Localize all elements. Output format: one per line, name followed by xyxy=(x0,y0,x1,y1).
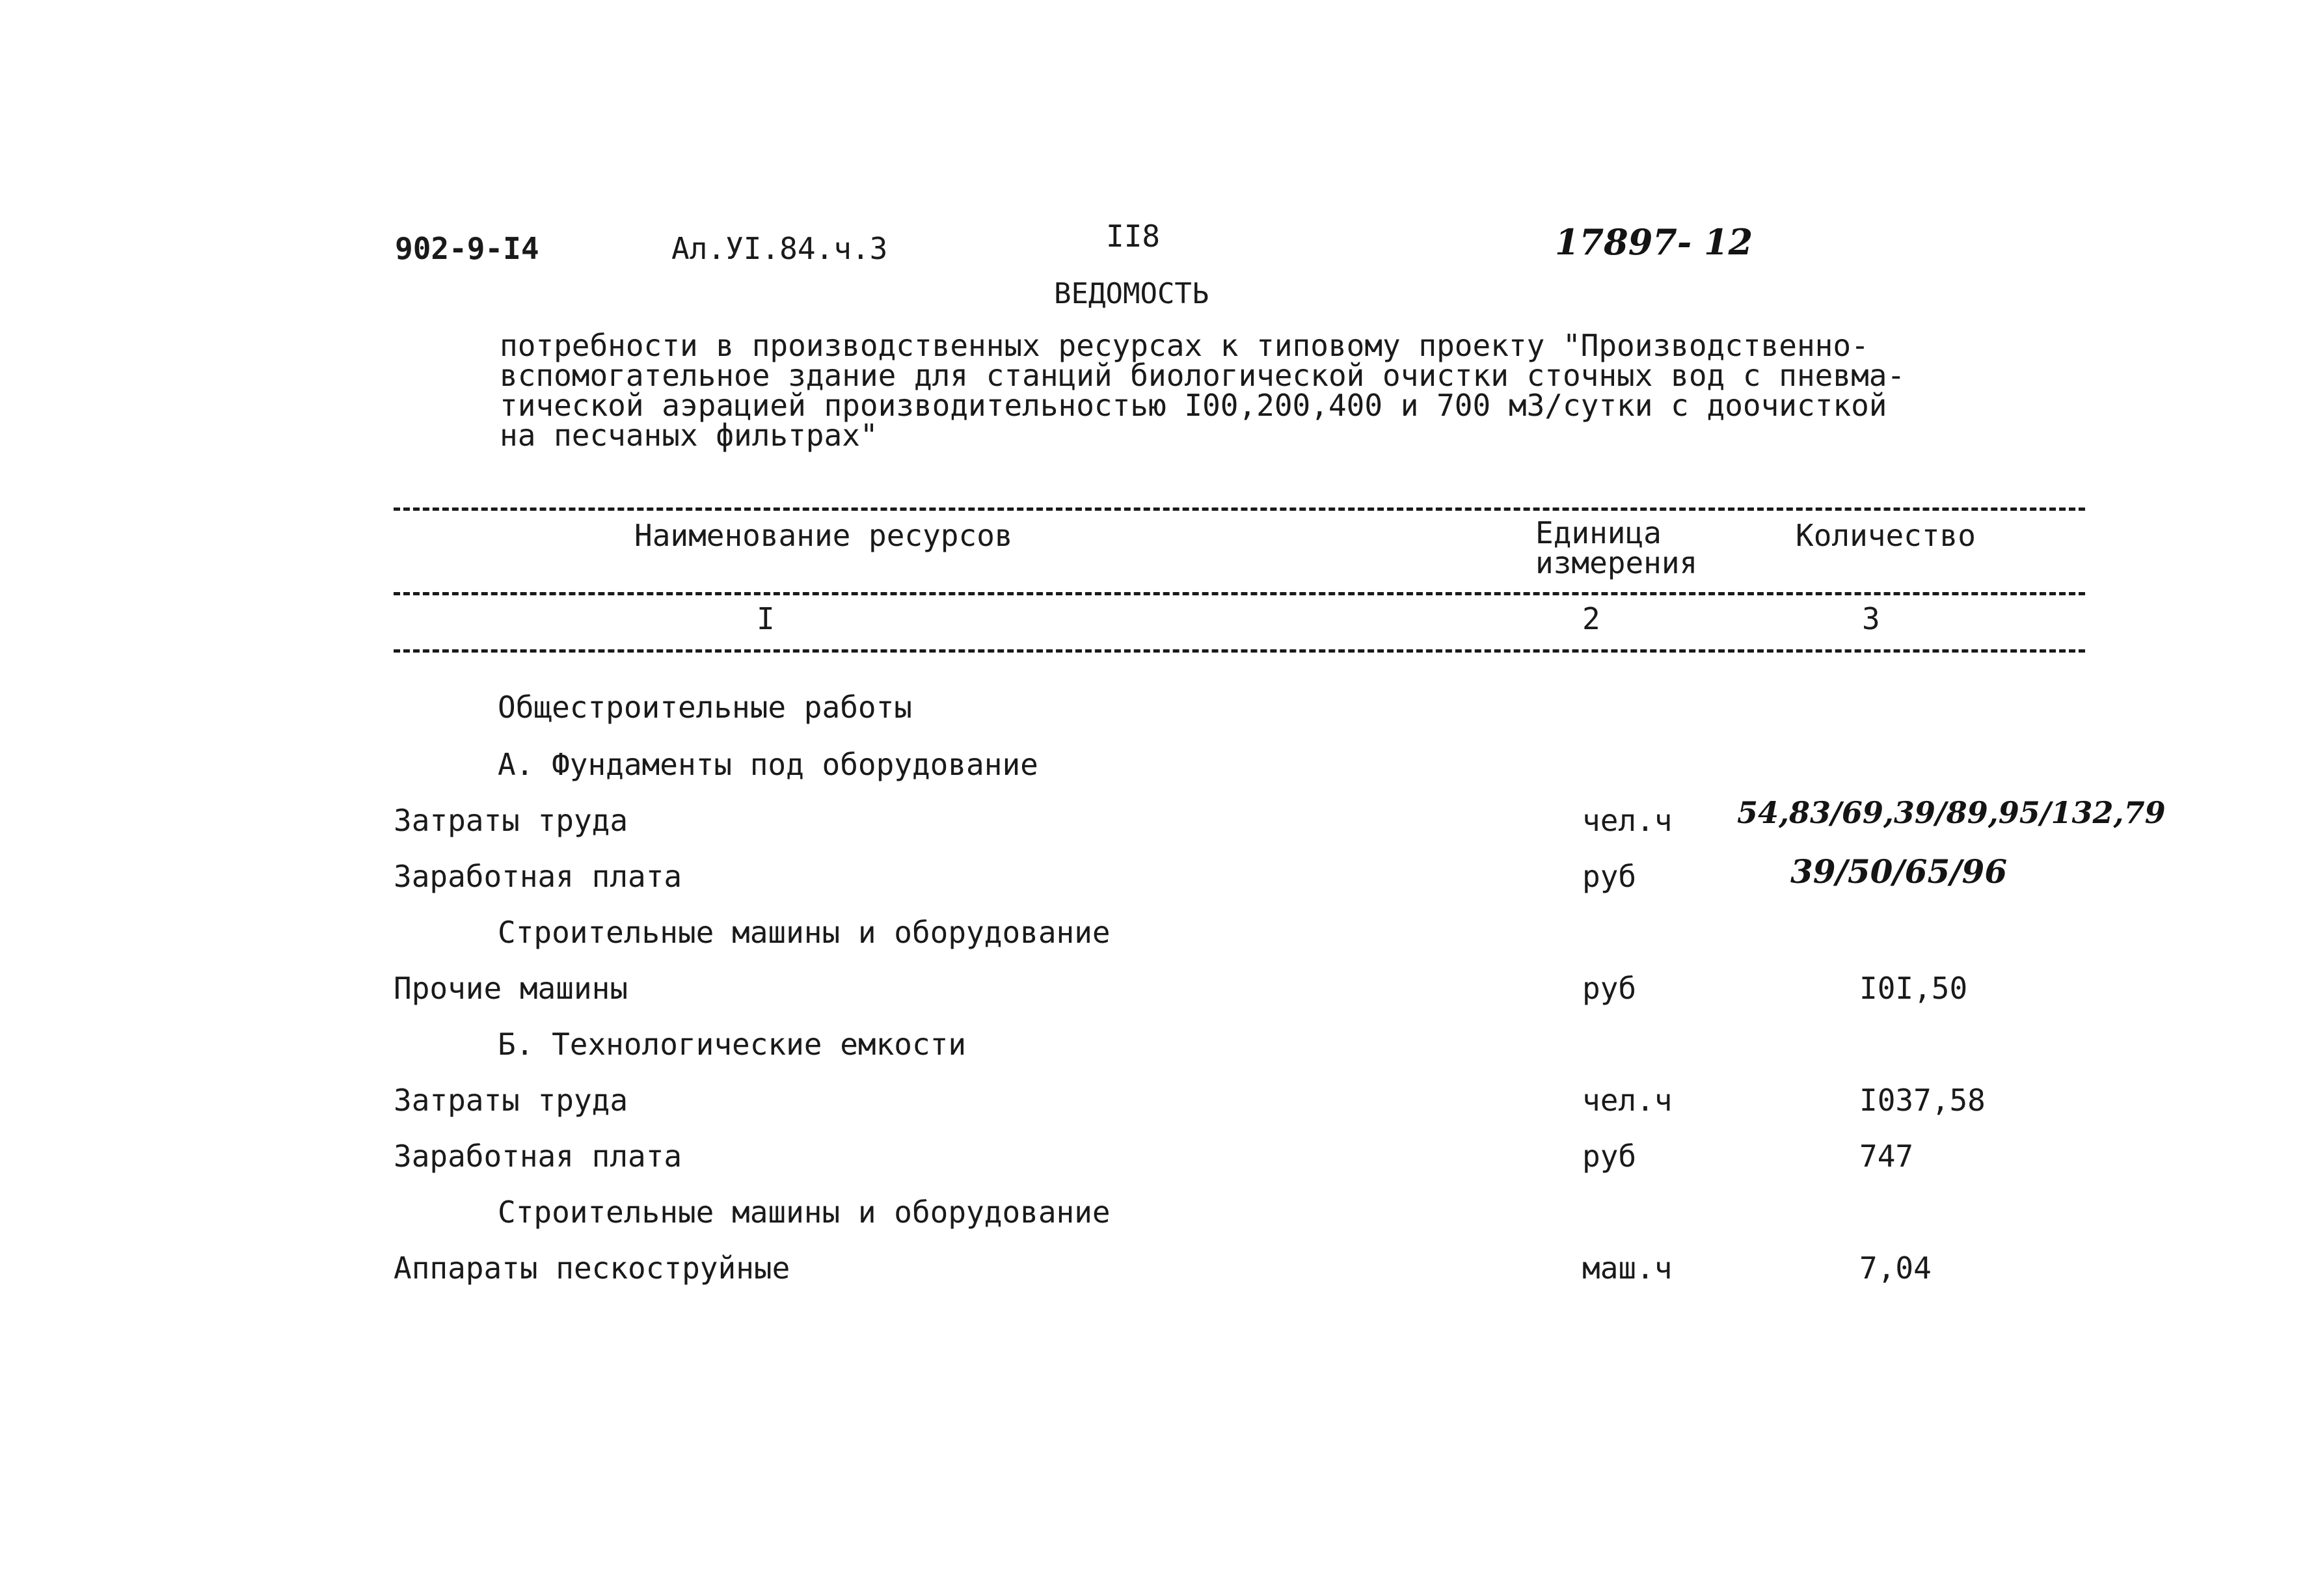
row-b-sandblast-unit: маш.ч xyxy=(1582,1251,1673,1286)
column-number-2: 2 xyxy=(1582,601,1600,636)
row-b-labor-unit: чел.ч xyxy=(1582,1083,1673,1118)
row-b-labor-value: I037,58 xyxy=(1859,1083,1986,1118)
section-a-title: А. Фундаменты под оборудование xyxy=(498,747,1038,782)
row-a-labor-unit: чел.ч xyxy=(1582,803,1673,838)
document-title: ВЕДОМОСТЬ xyxy=(1054,277,1209,310)
row-b-wages-unit: руб xyxy=(1582,1139,1637,1174)
row-a-other-machines-name: Прочие машины xyxy=(394,971,628,1006)
row-a-labor-value: 54,83/69,39/89,95/132,79 xyxy=(1737,795,2166,830)
row-a-other-machines-unit: руб xyxy=(1582,971,1637,1006)
column-header-unit xyxy=(1535,515,1698,580)
table-numbers-rule xyxy=(394,649,2085,653)
column-header-unit-line2: измерения xyxy=(1535,545,1698,580)
row-a-labor-name: Затраты труда xyxy=(394,803,628,838)
column-header-quantity: Количество xyxy=(1796,518,1976,553)
row-b-wages-value: 747 xyxy=(1859,1139,1914,1174)
document-intro xyxy=(500,328,1906,453)
table-top-rule xyxy=(394,507,2085,511)
section-b-title: Б. Технологические емкости xyxy=(498,1027,967,1062)
section-a-machines-heading: Строительные машины и оборудование xyxy=(498,915,1111,950)
section-b-machines-heading: Строительные машины и оборудование xyxy=(498,1195,1111,1230)
page-number: II8 xyxy=(1106,219,1161,254)
intro-line: потребности в производственных ресурсах к типовому проекту "Производственно- xyxy=(500,328,1869,363)
column-number-3: 3 xyxy=(1862,601,1880,636)
column-header-name: Наименование ресурсов xyxy=(634,518,1013,553)
intro-line: тической аэрацией производительностью I00,200,400 и 700 м3/сутки с доочисткой xyxy=(500,388,1887,423)
column-number-1: I xyxy=(757,601,775,636)
row-a-other-machines-value: I0I,50 xyxy=(1859,971,1968,1006)
row-b-sandblast-name: Аппараты пескоструйные xyxy=(394,1251,790,1286)
row-a-wages-unit: руб xyxy=(1582,859,1637,894)
album-reference: Ал.УI.84.ч.3 xyxy=(671,231,888,266)
row-a-wages-value: 39/50/65/96 xyxy=(1790,852,2008,891)
column-header-unit-line1: Единица xyxy=(1535,515,1662,550)
row-a-wages-name: Заработная плата xyxy=(394,859,682,894)
row-b-sandblast-value: 7,04 xyxy=(1859,1251,1932,1286)
intro-line: вспомогательное здание для станций биологической очистки сточных вод с пневма- xyxy=(500,358,1906,393)
intro-line: на песчаных фильтрах" xyxy=(500,418,878,453)
row-b-wages-name: Заработная плата xyxy=(394,1139,682,1174)
registry-number: 17897- 12 xyxy=(1555,221,1753,263)
project-code: 902-9-I4 xyxy=(395,231,539,266)
general-section-heading: Общестроительные работы xyxy=(498,690,912,725)
table-header-rule xyxy=(394,592,2085,595)
row-b-labor-name: Затраты труда xyxy=(394,1083,628,1118)
